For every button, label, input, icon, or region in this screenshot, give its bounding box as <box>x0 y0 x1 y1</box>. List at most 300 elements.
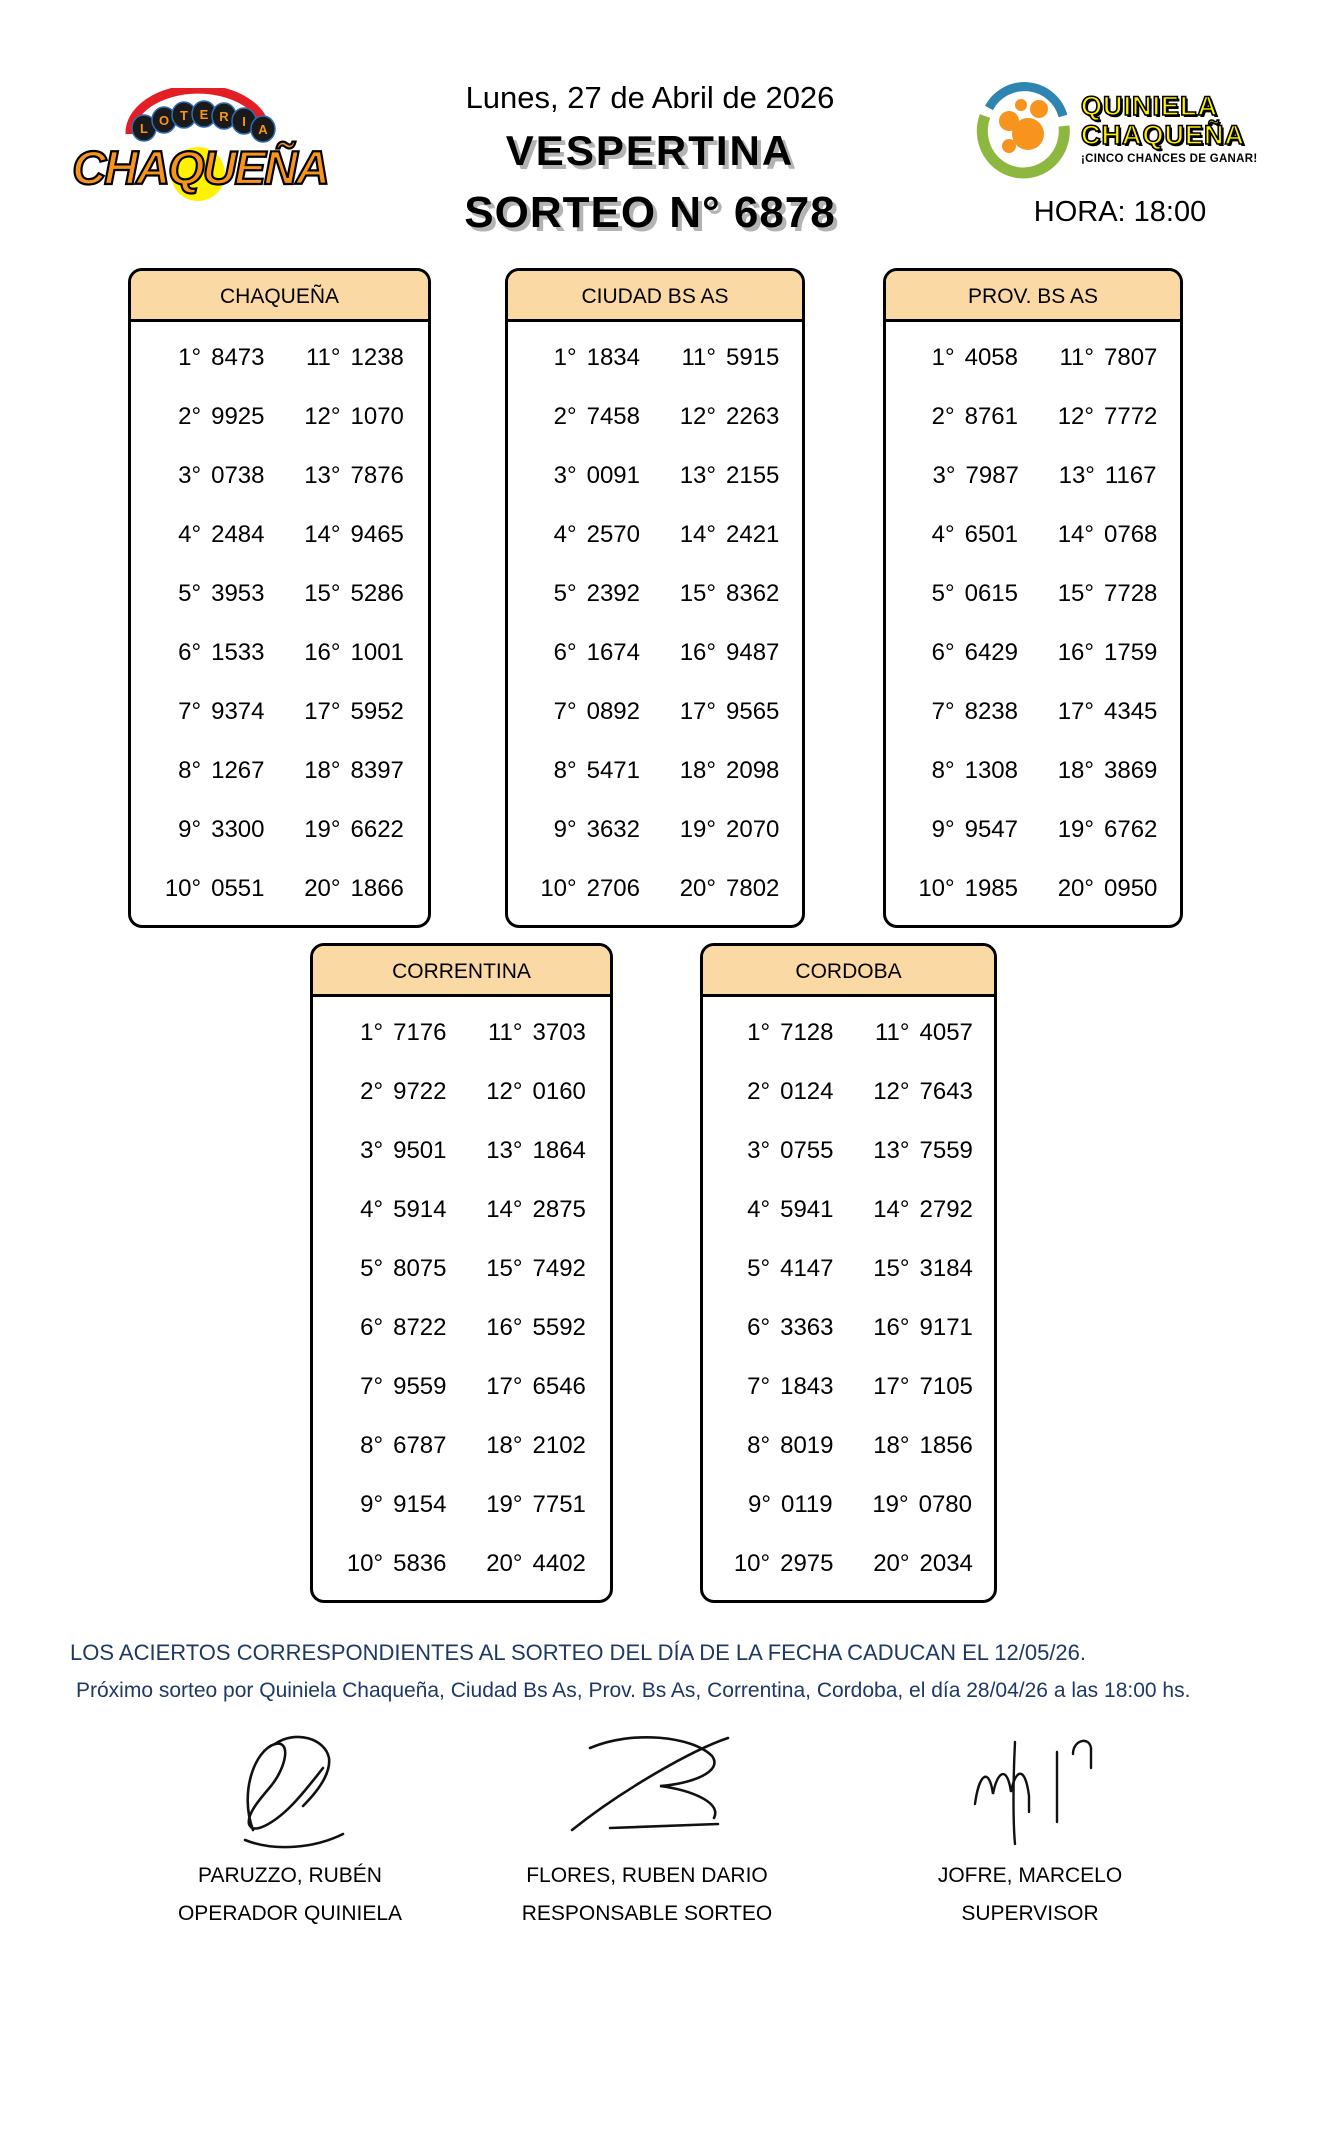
result-place: 11° <box>874 1018 910 1046</box>
quiniela-circle-icon <box>975 72 1075 184</box>
result-place: 5° <box>931 579 955 607</box>
result-place: 20° <box>1057 874 1094 902</box>
table-row <box>703 1298 994 1357</box>
result-place: 19° <box>872 1490 909 1518</box>
result-cell <box>1048 816 1157 844</box>
table-row <box>508 859 802 918</box>
result-number: 3363 <box>780 1313 834 1341</box>
result-cell <box>1048 757 1157 785</box>
signatory-role: OPERADOR QUINIELA <box>177 1902 403 1925</box>
result-cell <box>909 403 1018 431</box>
result-number: 2706 <box>586 874 640 902</box>
result-cell <box>295 816 404 844</box>
result-place: 7° <box>931 697 955 725</box>
result-number: 7128 <box>780 1018 834 1046</box>
result-number: 9925 <box>211 402 265 430</box>
signature-block-responsable <box>487 1712 807 1926</box>
result-number: 9465 <box>350 520 404 548</box>
result-number: 0119 <box>781 1490 833 1518</box>
result-number: 7751 <box>532 1490 586 1518</box>
result-place: 18° <box>486 1431 523 1459</box>
signatory-role: RESPONSABLE SORTEO <box>521 1902 773 1925</box>
draw-date: Lunes, 27 de Abril de 2026 <box>465 80 835 115</box>
result-cell <box>724 1196 833 1224</box>
table-row <box>886 564 1180 623</box>
result-number: 2102 <box>532 1431 586 1459</box>
next-draw-notice: Próximo sorteo por Quiniela Chaqueña, Ciudad Bs As, Prov. Bs As, Correntina, Cordoba, el día 28/04/26 a las 18:00 hs. <box>76 1679 1191 1702</box>
result-number: 2098 <box>726 756 780 784</box>
result-place: 5° <box>178 579 202 607</box>
result-number: 7772 <box>1104 402 1158 430</box>
result-cell <box>155 344 264 372</box>
result-place: 6° <box>360 1313 384 1341</box>
result-cell <box>477 1373 586 1401</box>
brand-tagline: ¡CINCO CHANCES DE GANAR! <box>1081 152 1258 165</box>
result-number: 7987 <box>965 461 1019 489</box>
result-number: 3632 <box>586 815 640 843</box>
result-number: 9154 <box>393 1490 447 1518</box>
svg-text:A: A <box>258 122 268 137</box>
result-cell <box>864 1255 973 1283</box>
table-row <box>703 1062 994 1121</box>
results-table-prov-bs-as <box>883 268 1183 928</box>
result-number: 5941 <box>780 1195 834 1223</box>
result-place: 15° <box>873 1254 910 1282</box>
result-number: 1866 <box>350 874 404 902</box>
svg-text:T: T <box>180 108 188 123</box>
result-cell <box>295 698 404 726</box>
result-place: 12° <box>1057 402 1094 430</box>
result-number: 7807 <box>1104 343 1158 371</box>
result-place: 15° <box>486 1254 523 1282</box>
signature-block-supervisor <box>870 1712 1190 1926</box>
result-place: 19° <box>486 1490 523 1518</box>
result-number: 1533 <box>211 638 265 666</box>
table-row <box>703 1534 994 1593</box>
table-row <box>131 505 428 564</box>
result-cell <box>337 1019 446 1047</box>
result-number: 1864 <box>532 1136 586 1164</box>
result-number: 1001 <box>350 638 404 666</box>
result-place: 6° <box>747 1313 771 1341</box>
result-cell <box>477 1432 586 1460</box>
result-cell <box>531 403 640 431</box>
result-cell <box>155 875 264 903</box>
result-cell <box>864 1078 973 1106</box>
table-row <box>131 682 428 741</box>
result-place: 3° <box>178 461 202 489</box>
result-place: 10° <box>733 1549 771 1577</box>
result-number: 0160 <box>532 1077 586 1105</box>
result-place: 16° <box>1057 638 1094 666</box>
result-number: 3703 <box>532 1018 586 1046</box>
result-cell <box>725 1491 833 1519</box>
result-place: 11° <box>487 1018 523 1046</box>
table-title: CORDOBA <box>703 946 994 997</box>
result-number: 6622 <box>350 815 404 843</box>
result-cell <box>155 462 264 490</box>
table-row <box>313 1121 610 1180</box>
table-row <box>703 1121 994 1180</box>
result-cell <box>337 1196 446 1224</box>
result-place: 17° <box>873 1372 910 1400</box>
result-number: 2975 <box>780 1549 834 1577</box>
result-place: 3° <box>553 461 577 489</box>
result-place: 5° <box>553 579 577 607</box>
table-row <box>131 564 428 623</box>
table-row <box>131 446 428 505</box>
svg-text:O: O <box>158 113 170 128</box>
table-row <box>131 623 428 682</box>
result-number: 2484 <box>211 520 265 548</box>
result-number: 4147 <box>780 1254 834 1282</box>
result-cell <box>909 580 1018 608</box>
result-cell <box>864 1373 973 1401</box>
result-place: 7° <box>178 697 202 725</box>
result-number: 0768 <box>1104 520 1158 548</box>
result-number: 2263 <box>726 402 780 430</box>
table-row <box>131 800 428 859</box>
result-number: 8019 <box>780 1431 834 1459</box>
result-number: 5836 <box>393 1549 447 1577</box>
svg-text:L: L <box>140 121 148 136</box>
table-row <box>886 741 1180 800</box>
table-title: CIUDAD BS AS <box>508 271 802 322</box>
result-number: 3184 <box>919 1254 973 1282</box>
result-cell <box>155 757 264 785</box>
result-cell <box>531 462 640 490</box>
result-place: 12° <box>679 402 716 430</box>
result-place: 11° <box>305 343 341 371</box>
signature-image <box>175 1712 405 1862</box>
result-cell <box>295 757 404 785</box>
result-number: 7458 <box>586 402 640 430</box>
table-row <box>508 741 802 800</box>
result-place: 9° <box>360 1490 384 1518</box>
result-number: 1267 <box>211 756 265 784</box>
table-body <box>703 997 994 1593</box>
result-place: 1° <box>553 343 577 371</box>
result-place: 13° <box>873 1136 910 1164</box>
result-place: 5° <box>360 1254 384 1282</box>
result-place: 6° <box>931 638 955 666</box>
result-number: 1070 <box>350 402 404 430</box>
result-cell <box>477 1550 586 1578</box>
result-number: 2570 <box>586 520 640 548</box>
result-number: 9171 <box>919 1313 973 1341</box>
result-cell <box>531 521 640 549</box>
result-place: 12° <box>486 1077 523 1105</box>
table-row <box>313 1416 610 1475</box>
result-number: 2034 <box>919 1549 973 1577</box>
table-row <box>703 1180 994 1239</box>
result-number: 7728 <box>1104 579 1158 607</box>
result-cell <box>724 1019 833 1047</box>
result-place: 15° <box>679 579 716 607</box>
result-place: 8° <box>931 756 955 784</box>
result-number: 0950 <box>1104 874 1158 902</box>
result-number: 6787 <box>393 1431 447 1459</box>
table-row <box>313 1180 610 1239</box>
result-place: 1° <box>360 1018 384 1046</box>
result-place: 7° <box>360 1372 384 1400</box>
result-cell <box>909 344 1018 372</box>
quiniela-brand-text <box>1081 92 1258 165</box>
result-cell <box>670 580 779 608</box>
table-row <box>508 446 802 505</box>
result-place: 17° <box>679 697 716 725</box>
result-cell <box>909 698 1018 726</box>
result-cell <box>670 639 779 667</box>
table-row <box>508 800 802 859</box>
table-title: CORRENTINA <box>313 946 610 997</box>
result-number: 5592 <box>532 1313 586 1341</box>
signature-image <box>915 1712 1145 1862</box>
result-place: 14° <box>873 1195 910 1223</box>
table-row <box>508 328 802 387</box>
signature-block-operador <box>130 1712 450 1926</box>
result-number: 4057 <box>919 1018 973 1046</box>
table-body <box>508 322 802 918</box>
result-place: 6° <box>178 638 202 666</box>
result-number: 1167 <box>1104 461 1157 489</box>
result-cell <box>1049 462 1157 490</box>
result-cell <box>670 698 779 726</box>
result-cell <box>155 521 264 549</box>
table-body <box>313 997 610 1593</box>
results-table-correntina <box>310 943 613 1603</box>
result-number: 3869 <box>1104 756 1158 784</box>
table-row <box>703 1357 994 1416</box>
result-place: 4° <box>747 1195 771 1223</box>
table-row <box>703 1239 994 1298</box>
result-cell <box>1048 403 1157 431</box>
table-row <box>703 1003 994 1062</box>
result-cell <box>295 462 404 490</box>
result-place: 10° <box>540 874 577 902</box>
result-place: 4° <box>360 1195 384 1223</box>
result-place: 4° <box>178 520 202 548</box>
result-number: 1985 <box>964 874 1018 902</box>
result-place: 3° <box>747 1136 771 1164</box>
table-body <box>131 322 428 918</box>
result-cell <box>1048 698 1157 726</box>
result-cell <box>864 1196 973 1224</box>
result-cell <box>670 816 779 844</box>
result-place: 2° <box>553 402 577 430</box>
results-table-chaquena <box>128 268 431 928</box>
result-number: 8362 <box>726 579 780 607</box>
result-place: 2° <box>931 402 955 430</box>
table-row <box>313 1534 610 1593</box>
table-row <box>886 446 1180 505</box>
table-row <box>313 1239 610 1298</box>
result-place: 17° <box>1057 697 1094 725</box>
results-table-cordoba <box>700 943 997 1603</box>
result-place: 12° <box>304 402 341 430</box>
result-place: 19° <box>1057 815 1094 843</box>
result-cell <box>531 639 640 667</box>
result-place: 8° <box>360 1431 384 1459</box>
result-place: 2° <box>360 1077 384 1105</box>
loteria-chaquena-logo <box>70 88 330 203</box>
result-cell <box>670 403 779 431</box>
table-row <box>508 505 802 564</box>
result-cell <box>155 816 264 844</box>
result-number: 1843 <box>780 1372 834 1400</box>
result-number: 4345 <box>1104 697 1158 725</box>
result-number: 0780 <box>918 1490 972 1518</box>
result-number: 8397 <box>350 756 404 784</box>
result-cell <box>909 875 1018 903</box>
result-cell <box>295 580 404 608</box>
result-cell <box>909 816 1018 844</box>
result-place: 18° <box>679 756 716 784</box>
result-place: 18° <box>304 756 341 784</box>
result-place: 18° <box>1057 756 1094 784</box>
result-cell <box>295 521 404 549</box>
result-cell <box>909 639 1018 667</box>
result-cell <box>337 1491 446 1519</box>
table-row <box>886 328 1180 387</box>
svg-text:CHAQUEÑA: CHAQUEÑA <box>72 141 328 194</box>
result-place: 16° <box>486 1313 523 1341</box>
result-number: 9722 <box>393 1077 447 1105</box>
result-place: 20° <box>873 1549 910 1577</box>
result-cell <box>477 1314 586 1342</box>
result-cell <box>864 1019 973 1047</box>
table-row <box>313 1357 610 1416</box>
result-number: 9565 <box>726 697 780 725</box>
table-row <box>886 800 1180 859</box>
result-place: 19° <box>679 815 716 843</box>
table-row <box>313 1475 610 1534</box>
svg-text:R: R <box>219 109 229 124</box>
table-row <box>131 741 428 800</box>
result-number: 5471 <box>586 756 640 784</box>
table-row <box>313 1062 610 1121</box>
result-place: 1° <box>747 1018 771 1046</box>
result-number: 0738 <box>211 461 265 489</box>
result-cell <box>531 757 640 785</box>
result-place: 13° <box>304 461 341 489</box>
result-number: 0892 <box>586 697 640 725</box>
result-number: 1674 <box>586 638 640 666</box>
svg-text:I: I <box>242 114 246 129</box>
signatory-name: JOFRE, MARCELO <box>937 1864 1123 1887</box>
result-place: 2° <box>747 1077 771 1105</box>
result-cell <box>864 1137 973 1165</box>
result-cell <box>337 1432 446 1460</box>
result-place: 3° <box>360 1136 384 1164</box>
result-place: 11° <box>1059 343 1094 371</box>
result-cell <box>863 1491 972 1519</box>
result-number: 2070 <box>726 815 780 843</box>
result-cell <box>864 1550 973 1578</box>
result-cell <box>477 1196 586 1224</box>
result-place: 11° <box>681 343 716 371</box>
result-cell <box>864 1314 973 1342</box>
result-place: 8° <box>553 756 577 784</box>
draw-time: HORA: 18:00 <box>1033 196 1207 228</box>
result-cell <box>724 1550 833 1578</box>
result-number: 1238 <box>350 343 404 371</box>
table-body <box>886 322 1180 918</box>
result-number: 6501 <box>964 520 1018 548</box>
table-row <box>508 623 802 682</box>
result-number: 0091 <box>586 461 640 489</box>
result-cell <box>724 1432 833 1460</box>
result-number: 8075 <box>393 1254 447 1282</box>
result-cell <box>670 875 779 903</box>
draw-number-title: SORTEO N° 6878 <box>464 188 836 237</box>
result-cell <box>337 1550 446 1578</box>
result-number: 7802 <box>726 874 780 902</box>
loteria-chaquena-logo-icon <box>70 88 330 203</box>
result-number: 8722 <box>393 1313 447 1341</box>
result-cell <box>337 1078 446 1106</box>
quiniela-chaquena-logo <box>975 68 1265 188</box>
result-number: 5952 <box>350 697 404 725</box>
table-row <box>886 387 1180 446</box>
result-number: 9487 <box>726 638 780 666</box>
result-cell <box>1048 639 1157 667</box>
result-place: 8° <box>178 756 202 784</box>
result-number: 6429 <box>964 638 1018 666</box>
result-number: 1856 <box>919 1431 973 1459</box>
result-place: 16° <box>679 638 716 666</box>
result-cell <box>724 1078 833 1106</box>
signature-image <box>532 1712 762 1862</box>
table-row <box>703 1475 994 1534</box>
result-place: 3° <box>932 461 956 489</box>
result-place: 10° <box>346 1549 384 1577</box>
result-number: 7643 <box>919 1077 973 1105</box>
result-number: 6762 <box>1104 815 1158 843</box>
result-cell <box>155 403 264 431</box>
result-number: 4402 <box>532 1549 586 1577</box>
table-row <box>131 328 428 387</box>
table-title: CHAQUEÑA <box>131 271 428 322</box>
result-number: 2792 <box>919 1195 973 1223</box>
result-place: 14° <box>304 520 341 548</box>
result-number: 0551 <box>211 874 265 902</box>
result-number: 7559 <box>919 1136 973 1164</box>
table-row <box>886 505 1180 564</box>
result-number: 7876 <box>350 461 404 489</box>
result-number: 7492 <box>532 1254 586 1282</box>
table-row <box>131 387 428 446</box>
result-cell <box>337 1255 446 1283</box>
result-place: 14° <box>486 1195 523 1223</box>
result-place: 20° <box>304 874 341 902</box>
result-number: 8473 <box>211 343 265 371</box>
result-place: 7° <box>747 1372 771 1400</box>
table-row <box>508 387 802 446</box>
result-number: 9547 <box>964 815 1018 843</box>
result-cell <box>724 1137 833 1165</box>
result-number: 2155 <box>726 461 780 489</box>
result-number: 9374 <box>211 697 265 725</box>
table-row <box>131 859 428 918</box>
result-cell <box>477 1491 586 1519</box>
result-cell <box>864 1432 973 1460</box>
result-cell <box>531 344 640 372</box>
result-cell <box>337 1373 446 1401</box>
table-row <box>886 859 1180 918</box>
result-number: 9559 <box>393 1372 447 1400</box>
result-cell <box>910 462 1019 490</box>
